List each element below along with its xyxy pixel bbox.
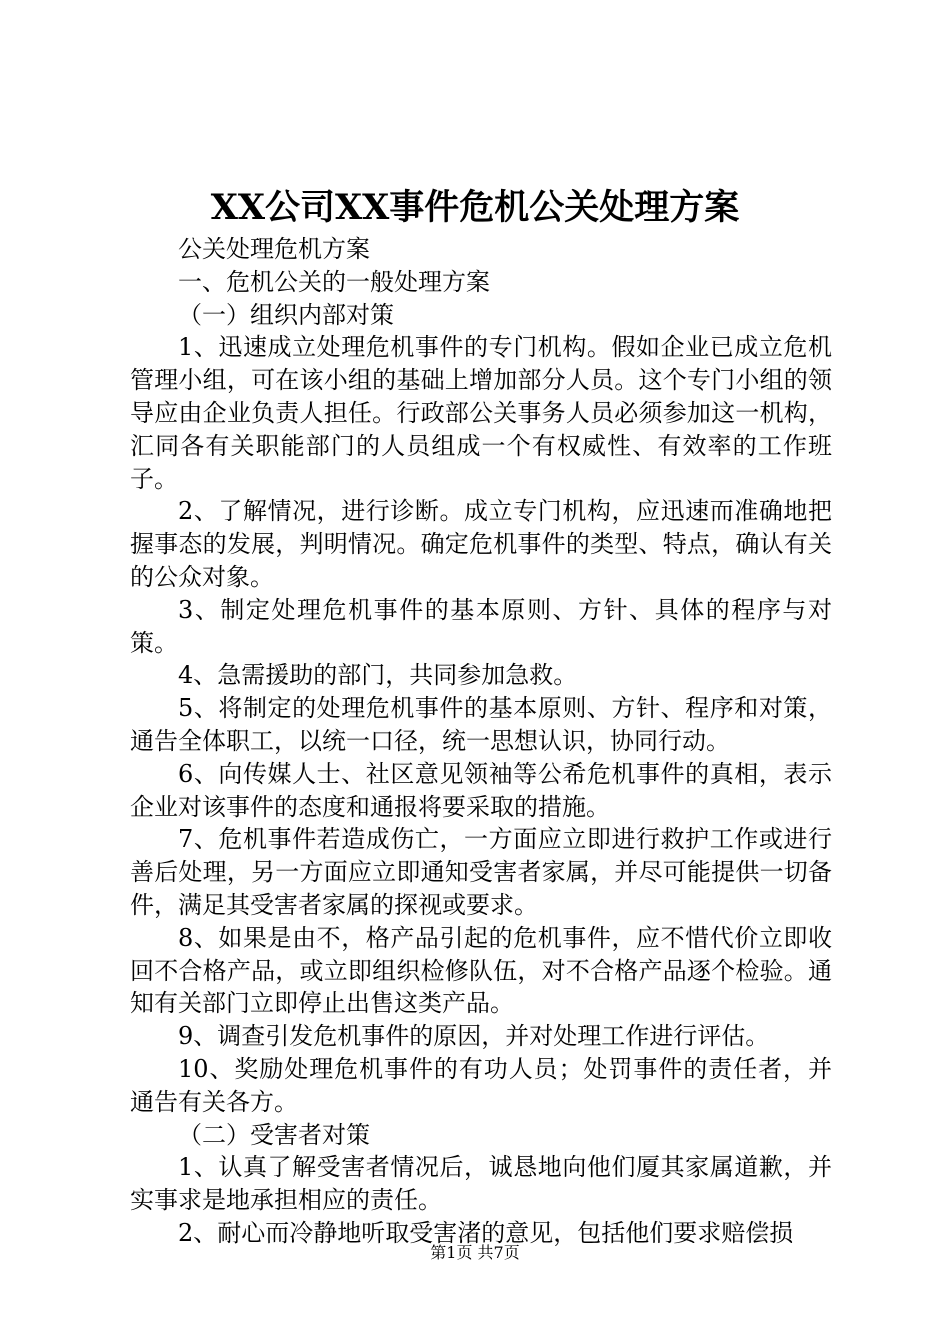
paragraph: 1、认真了解受害者情况后，诚恳地向他们厦其家属道歉，并实事求是地承担相应的责任。: [130, 1153, 832, 1215]
paragraph: 10、奖励处理危机事件的有功人员；处罚事件的责任者，并通告有关各方。: [130, 1054, 832, 1116]
paragraph: 6、向传媒人士、社区意见领袖等公希危机事件的真相，表示企业对该事件的态度和通报将要采取的措施。: [130, 759, 832, 821]
document-title: XX公司XX事件危机公关处理方案: [210, 187, 740, 228]
paragraph: 一、危机公关的一般处理方案: [178, 267, 490, 296]
paragraph: 3、制定处理危机事件的基本原则、方针、具体的程序与对策。: [130, 595, 832, 657]
paragraph: 1、迅速成立处理危机事件的专门机构。假如企业已成立危机管理小组，可在该小组的基础上增加部分人员。这个专门小组的领导应由企业负责人担任。行政部公关事务人员必须参加这一机构，汇同各有关职能部门的人员组成一个有权威性、有效率的工作班子。: [130, 333, 832, 493]
page-footer: 第1页 共7页: [430, 1243, 520, 1262]
paragraph: 8、如果是由不，格产品引起的危机事件，应不惜代价立即收回不合格产品，或立即组织检修队伍，对不合格产品逐个检验。通知有关部门立即停止出售这类产品。: [130, 923, 832, 1018]
paragraph: 2、了解情况，进行诊断。成立专门机构，应迅速而准确地把握事态的发展，判明情况。确定危机事件的类型、特点，确认有关的公众对象。: [130, 497, 832, 591]
paragraph: （一）组织内部对策: [178, 300, 394, 329]
paragraph: 5、将制定的处理危机事件的基本原则、方针、程序和对策，通告全体职工，以统一口径，统一思想认识，协同行动。: [130, 694, 832, 755]
paragraph: （二）受害者对策: [178, 1120, 370, 1149]
paragraph: 9、调查引发危机事件的原因，并对处理工作进行评估。: [178, 1022, 770, 1051]
document-body: [130, 233, 832, 1250]
paragraph: 2、耐心而冷静地听取受害渚的意见，包括他们要求赔偿损: [178, 1218, 794, 1247]
paragraph: 公关处理危机方案: [178, 235, 370, 263]
paragraph: 4、急需援助的部门，共同参加急救。: [178, 661, 578, 690]
paragraph: 7、危机事件若造成伤亡，一方面应立即进行救护工作或进行善后处理，另一方面应立即通知受害者家属，并尽可能提供一切备件，满足其受害者家属的探视或要求。: [130, 825, 832, 919]
